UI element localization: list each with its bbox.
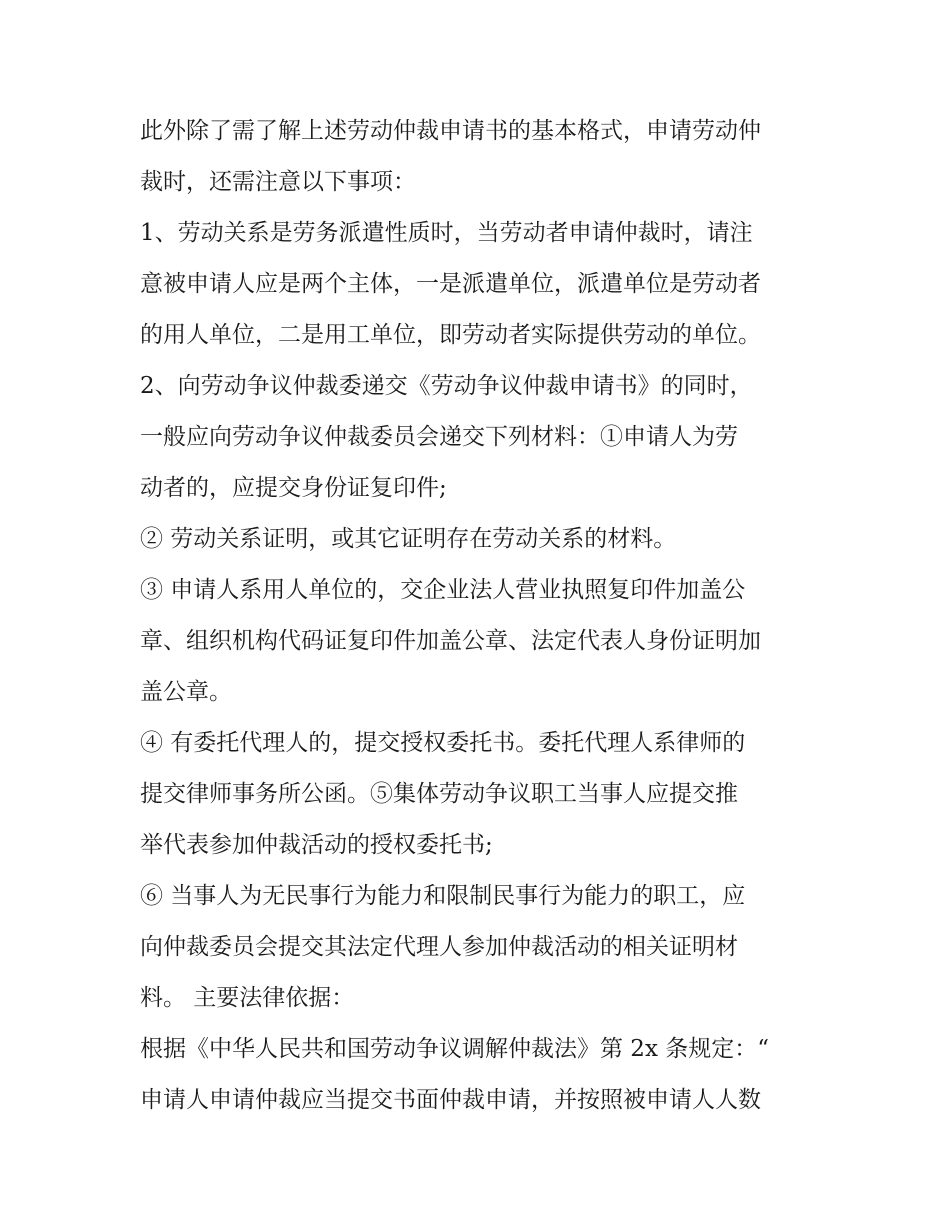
text-line-11: 章、组织机构代码证复印件加盖公章、法定代表人身份证明加 <box>140 628 761 654</box>
text-line-6: 2、向劳动争议仲裁委递交《劳动争议仲裁申请书》的同时， <box>140 373 753 399</box>
text-line-12: 盖公章。 <box>140 679 232 705</box>
text-line-2: 裁时，还需注意以下事项： <box>140 169 416 195</box>
text-line-20: 申请人申请仲裁应当提交书面仲裁申请，并按照被申请人人数 <box>140 1087 761 1113</box>
text-line-7: 一般应向劳动争议仲裁委员会递交下列材料：①申请人为劳 <box>140 424 738 450</box>
text-line-16: ⑥ 当事人为无民事行为能力和限制民事行为能力的职工，应 <box>140 883 746 909</box>
text-line-13: ④ 有委托代理人的，提交授权委托书。委托代理人系律师的 <box>140 730 746 756</box>
text-line-8: 动者的，应提交身份证复印件; <box>140 475 447 501</box>
text-line-4: 意被申请人应是两个主体，一是派遣单位，派遣单位是劳动者 <box>140 271 761 297</box>
document-body <box>140 106 820 1126</box>
text-line-9: ② 劳动关系证明，或其它证明存在劳动关系的材料。 <box>140 526 677 552</box>
text-line-19: 根据《中华人民共和国劳动争议调解仲裁法》第 2x 条规定：“ <box>140 1036 769 1062</box>
text-line-14: 提交律师事务所公函。⑤集体劳动争议职工当事人应提交推 <box>140 781 738 807</box>
text-line-1: 此外除了需了解上述劳动仲裁申请书的基本格式，申请劳动仲 <box>140 118 761 144</box>
text-line-17: 向仲裁委员会提交其法定代理人参加仲裁活动的相关证明材 <box>140 934 738 960</box>
text-line-5: 的用人单位，二是用工单位，即劳动者实际提供劳动的单位。 <box>140 322 761 348</box>
text-line-15: 举代表参加仲裁活动的授权委托书; <box>140 832 493 858</box>
text-line-3: 1、劳动关系是劳务派遣性质时，当劳动者申请仲裁时，请注 <box>140 220 753 246</box>
text-line-18: 料。 主要法律依据： <box>140 985 355 1011</box>
text-line-10: ③ 申请人系用人单位的，交企业法人营业执照复印件加盖公 <box>140 577 746 603</box>
